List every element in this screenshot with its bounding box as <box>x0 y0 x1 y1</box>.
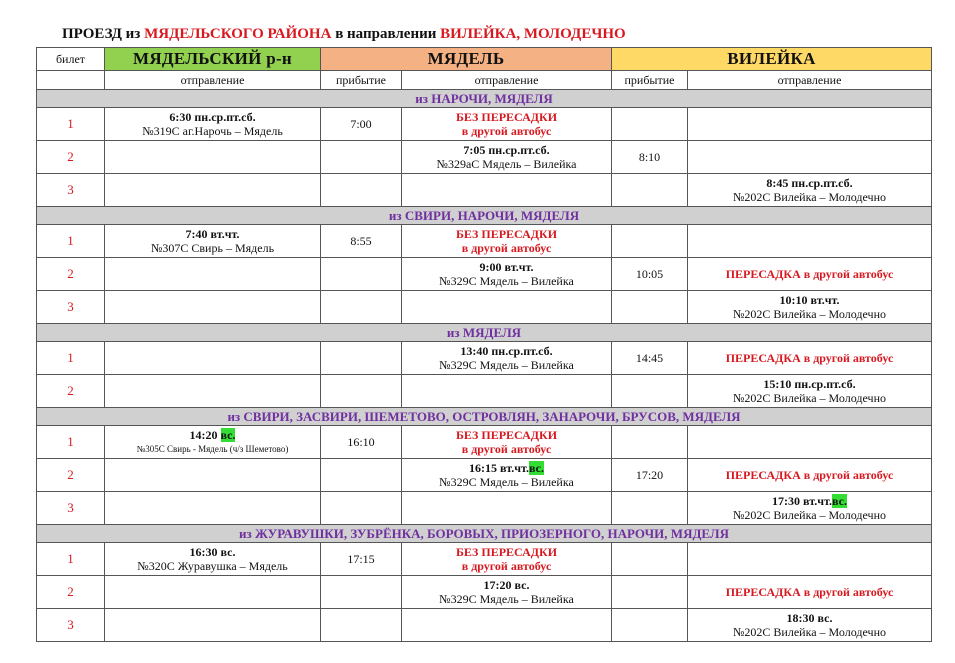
departure-vileyka-time: 8:45 пн.ср.пт.сб. <box>766 176 853 190</box>
ticket-number: 3 <box>37 174 105 207</box>
arrival-myadel <box>321 174 402 207</box>
title-destination: ВИЛЕЙКА, МОЛОДЕЧНО <box>440 26 626 42</box>
arrival-vileyka: 10:05 <box>612 258 688 291</box>
table-row <box>37 426 932 459</box>
departure-myadel <box>402 609 612 642</box>
section-header <box>37 207 932 225</box>
table-row <box>37 543 932 576</box>
header-departure-1: отправление <box>105 71 321 90</box>
ticket-number: 1 <box>37 342 105 375</box>
departure-myadel-no-transfer-line-2: в другой автобус <box>461 559 552 573</box>
page-title <box>62 26 626 43</box>
departure-district <box>105 141 321 174</box>
departure-myadel-no-transfer-line-1: БЕЗ ПЕРЕСАДКИ <box>455 545 558 559</box>
departure-district <box>105 291 321 324</box>
departure-vileyka <box>688 174 932 207</box>
departure-district <box>105 576 321 609</box>
departure-myadel-route: №329С Мядель – Вилейка <box>439 592 574 606</box>
departure-myadel-no-transfer-line-1: БЕЗ ПЕРЕСАДКИ <box>455 227 558 241</box>
ticket-number: 2 <box>37 459 105 492</box>
departure-myadel-no-transfer <box>402 426 612 459</box>
arrival-myadel: 8:55 <box>321 225 402 258</box>
departure-vileyka <box>688 426 932 459</box>
section-header <box>37 90 932 108</box>
departure-district-route: №319С аг.Нарочь – Мядель <box>142 124 283 138</box>
departure-vileyka <box>688 543 932 576</box>
header-arrival-2: прибытие <box>321 71 402 90</box>
arrival-vileyka <box>612 108 688 141</box>
departure-vileyka-time: 18:30 вс. <box>786 611 833 625</box>
header-zone-vileyka: ВИЛЕЙКА <box>612 48 932 71</box>
arrival-vileyka: 14:45 <box>612 342 688 375</box>
departure-district <box>105 543 321 576</box>
table-row <box>37 609 932 642</box>
departure-myadel-time: 7:05 пн.ср.пт.сб. <box>463 143 550 157</box>
arrival-myadel <box>321 492 402 525</box>
departure-district <box>105 492 321 525</box>
section-header <box>37 324 932 342</box>
arrival-myadel <box>321 141 402 174</box>
title-region: МЯДЕЛЬСКОГО РАЙОНА <box>144 26 332 42</box>
departure-district <box>105 375 321 408</box>
header-empty <box>37 71 105 90</box>
departure-district-time: 16:30 вс. <box>189 545 236 559</box>
departure-vileyka <box>688 108 932 141</box>
departure-myadel <box>402 141 612 174</box>
arrival-myadel <box>321 342 402 375</box>
header-zone-myadel: МЯДЕЛЬ <box>321 48 612 71</box>
departure-myadel-route: №329С Мядель – Вилейка <box>439 274 574 288</box>
departure-myadel-time: 16:15 вт.чт.вс. <box>469 461 544 475</box>
departure-myadel-time: 9:00 вт.чт. <box>479 260 534 274</box>
ticket-number: 1 <box>37 108 105 141</box>
departure-district-time: 6:30 пн.ср.пт.сб. <box>169 110 256 124</box>
departure-district-time: 14:20 вс. <box>189 428 236 442</box>
departure-myadel-no-transfer <box>402 225 612 258</box>
departure-vileyka-time: 17:30 вт.чт.вс. <box>772 494 847 508</box>
ticket-number: 1 <box>37 543 105 576</box>
schedule-table <box>36 47 932 642</box>
table-row <box>37 174 932 207</box>
departure-vileyka-route: №202С Вилейка – Молодечно <box>732 508 887 522</box>
header-arrival-3: прибытие <box>612 71 688 90</box>
arrival-myadel: 16:10 <box>321 426 402 459</box>
departure-myadel <box>402 291 612 324</box>
ticket-number: 3 <box>37 609 105 642</box>
departure-vileyka-route: №202С Вилейка – Молодечно <box>732 307 887 321</box>
table-row <box>37 576 932 609</box>
arrival-myadel: 17:15 <box>321 543 402 576</box>
arrival-myadel <box>321 375 402 408</box>
departure-district-route: №320С Журавушка – Мядель <box>137 559 288 573</box>
table-row <box>37 291 932 324</box>
header-zone-myadel-district: МЯДЕЛЬСКИЙ р-н <box>105 48 321 71</box>
header-departure-3: отправление <box>688 71 932 90</box>
section-title: из НАРОЧИ, МЯДЕЛЯ <box>37 90 932 108</box>
header-departure-2: отправление <box>402 71 612 90</box>
header-row-columns <box>37 71 932 90</box>
table-row <box>37 258 932 291</box>
departure-district <box>105 609 321 642</box>
header-row-zones <box>37 48 932 71</box>
departure-myadel-no-transfer <box>402 108 612 141</box>
departure-district-weekday-highlight: вс. <box>220 428 236 442</box>
departure-myadel <box>402 375 612 408</box>
departure-myadel-no-transfer-line-2: в другой автобус <box>461 442 552 456</box>
departure-district-route: №305С Свирь - Мядель (ч/з Шеметово) <box>136 444 289 454</box>
schedule-body <box>37 48 932 642</box>
table-row <box>37 141 932 174</box>
departure-myadel-no-transfer-line-2: в другой автобус <box>461 241 552 255</box>
section-header <box>37 408 932 426</box>
section-title: из МЯДЕЛЯ <box>37 324 932 342</box>
table-row <box>37 459 932 492</box>
departure-vileyka <box>688 141 932 174</box>
arrival-vileyka <box>612 576 688 609</box>
arrival-vileyka <box>612 375 688 408</box>
departure-vileyka <box>688 225 932 258</box>
ticket-number: 2 <box>37 375 105 408</box>
departure-vileyka-transfer: ПЕРЕСАДКА в другой автобус <box>688 576 932 609</box>
departure-myadel-time: 13:40 пн.ср.пт.сб. <box>460 344 553 358</box>
arrival-vileyka <box>612 492 688 525</box>
departure-myadel <box>402 174 612 207</box>
departure-district <box>105 174 321 207</box>
section-title: из СВИРИ, ЗАСВИРИ, ШЕМЕТОВО, ОСТРОВЛЯН, ЗАНАРОЧИ, БРУСОВ, МЯДЕЛЯ <box>37 408 932 426</box>
departure-myadel <box>402 576 612 609</box>
ticket-number: 1 <box>37 225 105 258</box>
departure-myadel <box>402 492 612 525</box>
arrival-myadel: 7:00 <box>321 108 402 141</box>
arrival-myadel <box>321 576 402 609</box>
ticket-number: 2 <box>37 141 105 174</box>
departure-vileyka-transfer: ПЕРЕСАДКА в другой автобус <box>688 258 932 291</box>
departure-myadel <box>402 258 612 291</box>
table-row <box>37 375 932 408</box>
departure-vileyka <box>688 291 932 324</box>
departure-vileyka-weekday-highlight: вс. <box>831 494 847 508</box>
departure-myadel-no-transfer-line-2: в другой автобус <box>461 124 552 138</box>
arrival-myadel <box>321 291 402 324</box>
arrival-vileyka <box>612 225 688 258</box>
arrival-vileyka: 17:20 <box>612 459 688 492</box>
departure-vileyka-time: 15:10 пн.ср.пт.сб. <box>763 377 856 391</box>
arrival-myadel <box>321 258 402 291</box>
ticket-number: 3 <box>37 492 105 525</box>
departure-vileyka-route: №202С Вилейка – Молодечно <box>732 391 887 405</box>
departure-district <box>105 258 321 291</box>
departure-district-route: №307С Свирь – Мядель <box>150 241 275 255</box>
departure-myadel <box>402 459 612 492</box>
departure-vileyka <box>688 375 932 408</box>
arrival-vileyka: 8:10 <box>612 141 688 174</box>
departure-vileyka <box>688 609 932 642</box>
ticket-number: 2 <box>37 576 105 609</box>
departure-vileyka <box>688 492 932 525</box>
departure-district <box>105 225 321 258</box>
departure-myadel-route: №329С Мядель – Вилейка <box>439 475 574 489</box>
departure-vileyka-transfer: ПЕРЕСАДКА в другой автобус <box>688 459 932 492</box>
section-header <box>37 525 932 543</box>
departure-district <box>105 108 321 141</box>
table-row <box>37 342 932 375</box>
departure-myadel-no-transfer-line-1: БЕЗ ПЕРЕСАДКИ <box>455 428 558 442</box>
arrival-vileyka <box>612 543 688 576</box>
ticket-number: 3 <box>37 291 105 324</box>
departure-myadel-no-transfer <box>402 543 612 576</box>
departure-district <box>105 426 321 459</box>
table-row <box>37 225 932 258</box>
departure-myadel <box>402 342 612 375</box>
departure-vileyka-time: 10:10 вт.чт. <box>779 293 840 307</box>
departure-myadel-route: №329аС Мядель – Вилейка <box>436 157 577 171</box>
table-row <box>37 108 932 141</box>
departure-myadel-time: 17:20 вс. <box>483 578 530 592</box>
ticket-number: 1 <box>37 426 105 459</box>
departure-myadel-route: №329С Мядель – Вилейка <box>439 358 574 372</box>
title-part-1: ПРОЕЗД из <box>62 26 145 42</box>
departure-district <box>105 342 321 375</box>
ticket-number: 2 <box>37 258 105 291</box>
departure-myadel-no-transfer-line-1: БЕЗ ПЕРЕСАДКИ <box>455 110 558 124</box>
section-title: из ЖУРАВУШКИ, ЗУБРЁНКА, БОРОВЫХ, ПРИОЗЕРНОГО, НАРОЧИ, МЯДЕЛЯ <box>37 525 932 543</box>
header-ticket: билет <box>37 48 105 71</box>
departure-vileyka-transfer: ПЕРЕСАДКА в другой автобус <box>688 342 932 375</box>
departure-vileyka-route: №202С Вилейка – Молодечно <box>732 625 887 639</box>
arrival-myadel <box>321 459 402 492</box>
arrival-vileyka <box>612 609 688 642</box>
departure-district <box>105 459 321 492</box>
table-row <box>37 492 932 525</box>
departure-district-time: 7:40 вт.чт. <box>185 227 240 241</box>
departure-vileyka-route: №202С Вилейка – Молодечно <box>732 190 887 204</box>
arrival-vileyka <box>612 291 688 324</box>
departure-myadel-weekday-highlight: вс. <box>528 461 544 475</box>
section-title: из СВИРИ, НАРОЧИ, МЯДЕЛЯ <box>37 207 932 225</box>
arrival-vileyka <box>612 426 688 459</box>
arrival-myadel <box>321 609 402 642</box>
arrival-vileyka <box>612 174 688 207</box>
title-part-3: в направлении <box>331 26 441 42</box>
